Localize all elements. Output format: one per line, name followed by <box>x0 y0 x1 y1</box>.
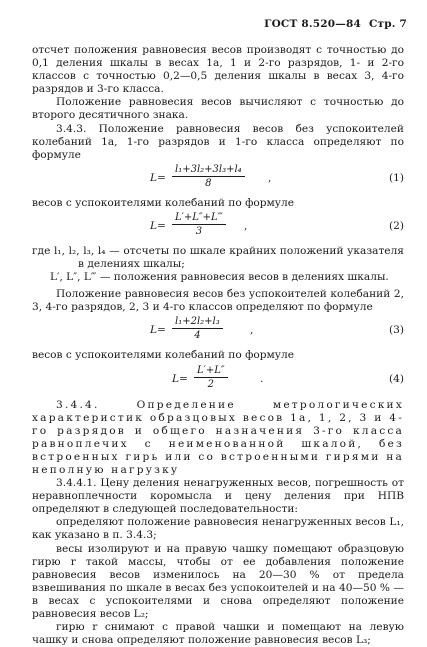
standard-code: ГОСТ 8.520—84 <box>264 18 361 30</box>
document-body <box>32 44 404 647</box>
formula-4 <box>32 365 404 395</box>
formula-lhs: L= <box>172 372 188 385</box>
clause-3-4-3: 3.4.3. Положение равновесия весов без успокоителей колебаний 1а, 1-го разрядов и 1-го класса определяют по формуле <box>32 122 404 161</box>
formula-number: (2) <box>388 219 404 232</box>
formula-fraction <box>172 164 245 190</box>
paragraph: определяют положение равновесия ненагруженных весов L₁, как указано в п. 3.4.3; <box>32 516 404 542</box>
formula-numerator: L′+L″ <box>194 365 228 378</box>
formula-punct: , <box>244 219 248 232</box>
paragraph: весов с успокоителями колебаний по формуле <box>32 196 295 209</box>
paragraph: гирю r снимают с правой чашки и помещают на левую чашку и снова определяют положение равновесия весов L₃; <box>32 621 404 647</box>
formula-numerator: l₁+2l₂+l₃ <box>172 316 223 329</box>
formula-lhs: L= <box>150 171 166 184</box>
formula-fraction <box>172 316 223 342</box>
formula-3 <box>32 316 404 346</box>
formula-number: (1) <box>388 171 404 184</box>
formula-number: (3) <box>388 324 404 337</box>
formula-fraction <box>172 212 226 238</box>
formula-numerator: l₁+3l₂+3l₃+l₄ <box>172 164 245 177</box>
clause-3-4-4-heading: 3.4.4. Определение метрологических характеристик образцовых весов 1а, 1, 2, 3 и 4-го разрядов и общего назначения 3-го класса равноплечих с неименованной шкалой, без встроенных гирь или со встроенными гирями на неполную нагрузку <box>32 398 404 476</box>
formula-denominator: 4 <box>194 330 201 342</box>
formula-lhs: L= <box>150 324 166 337</box>
paragraph: отсчет положения равновесия весов производят с точностью до 0,1 деления шкалы в весах 1а, 1 и 2-го разрядов, 1- и 2-го классов с точностью 0,2—0,5 деления шкалы в весах 3, 4-го разрядов и 3-го класса. <box>32 44 404 96</box>
formula-lhs: L= <box>150 219 166 232</box>
formula-fraction <box>194 365 228 391</box>
clause-3-4-4-1: 3.4.4.1. Цену деления ненагруженных весов, погрешность от неравноплечности коромысла и цену деления при НПВ определяют в следующей последовательности: <box>32 477 404 516</box>
formula-punct: . <box>260 372 264 385</box>
formula-2 <box>32 212 404 242</box>
page-header <box>264 18 407 30</box>
formula-1 <box>32 164 404 194</box>
formula-number: (4) <box>388 372 404 385</box>
formula-punct: , <box>250 324 254 337</box>
formula-denominator: 2 <box>207 378 215 390</box>
page-number: Стр. 7 <box>368 18 407 30</box>
formula-punct: , <box>268 171 272 184</box>
paragraph: Положение равновесия весов вычисляют с точностью до второго десятичного знака. <box>32 96 404 122</box>
formula-denominator: 3 <box>195 225 203 237</box>
paragraph: Положение равновесия весов без успокоителей колебаний 2, 3, 4-го разрядов, 2, 3 и 4-го классов определяют по формуле <box>32 288 404 314</box>
paragraph: весов с успокоителями колебаний по формуле <box>32 349 295 362</box>
formula-denominator: 8 <box>205 177 212 189</box>
paragraph: где l₁, l₂, l₃, l₄ — отсчеты по шкале крайних положений указателя в делениях шкалы; <box>32 244 404 271</box>
paragraph: весы изолируют и на правую чашку помещают образцовую гирю r такой массы, чтобы от ее добавления положение равновесия весов изменилось на 20—30 % от предела взвешивания по шкале в весах без успокоителей и на 40—50 % — в весах с успокоителями и снова определяют положение равновесия весов L₂; <box>32 542 404 620</box>
formula-numerator: L′+L″+L‴ <box>172 212 226 225</box>
paragraph: L′, L″, L‴ — положения равновесия весов в делениях шкалы. <box>50 271 389 284</box>
